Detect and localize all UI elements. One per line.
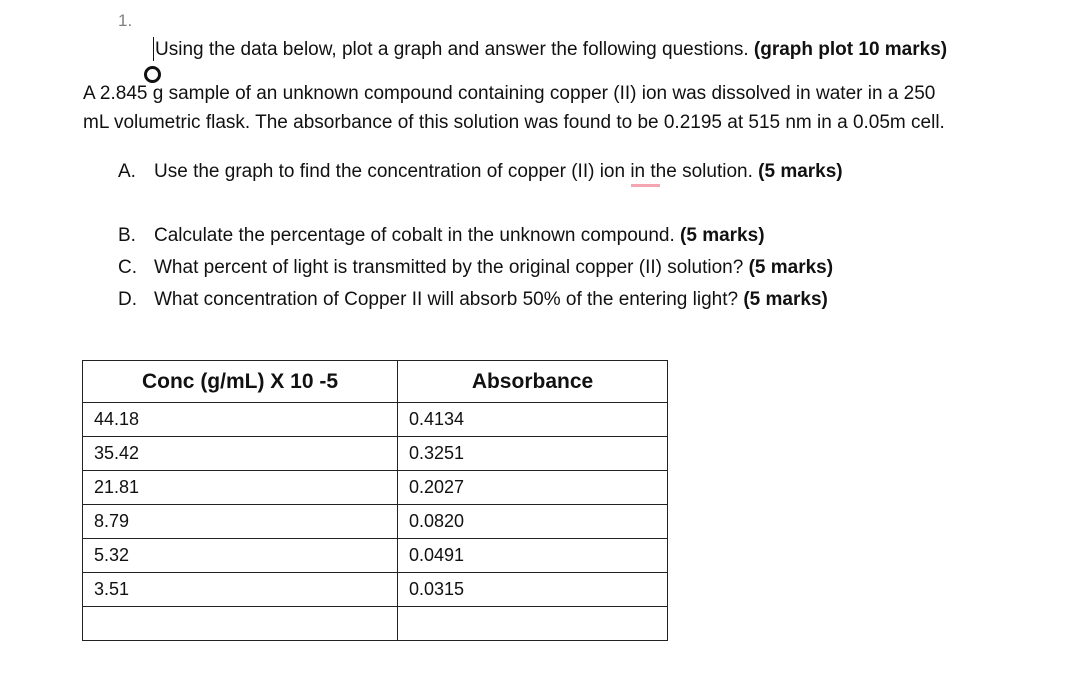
- paragraph-line-2: mL volumetric flask. The absorbance of this solution was found to be 0.2195 at 515 nm in a 0.05m cell.: [83, 112, 945, 133]
- table-row: [83, 403, 668, 437]
- concentration-cell[interactable]: [83, 607, 398, 641]
- concentration-cell: 21.81: [83, 471, 398, 505]
- concentration-cell: 3.51: [83, 573, 398, 607]
- subquestion-label: A.: [118, 161, 136, 182]
- question-intro-marks: (graph plot 10 marks): [753, 39, 948, 60]
- question-intro: [155, 39, 947, 61]
- question-number: 1.: [118, 11, 133, 30]
- circle-marker-icon: [144, 66, 161, 83]
- header-absorbance: Absorbance: [398, 361, 668, 403]
- spellcheck-underline: [631, 184, 660, 187]
- data-table: [82, 360, 668, 641]
- table-row: [83, 539, 668, 573]
- table-row-empty: [83, 607, 668, 641]
- subquestion-label: D.: [118, 289, 137, 310]
- subquestion-marks: (5 marks): [743, 289, 828, 310]
- absorbance-cell: 0.4134: [398, 403, 668, 437]
- question-intro-text: Using the data below, plot a graph and answer the following questions.: [155, 39, 754, 60]
- table-row: [83, 437, 668, 471]
- subquestion-text: What concentration of Copper II will absorb 50% of the entering light?: [154, 289, 744, 310]
- table-header-row: [83, 361, 668, 403]
- concentration-cell: 8.79: [83, 505, 398, 539]
- table-row: [83, 505, 668, 539]
- concentration-cell: 44.18: [83, 403, 398, 437]
- concentration-cell: 5.32: [83, 539, 398, 573]
- concentration-cell: 35.42: [83, 437, 398, 471]
- table-row: [83, 573, 668, 607]
- absorbance-cell[interactable]: [398, 607, 668, 641]
- subquestion-text: Calculate the percentage of cobalt in the unknown compound.: [154, 225, 681, 246]
- subquestion-marks: (5 marks): [680, 225, 765, 246]
- subquestion-text: What percent of light is transmitted by the original copper (II) solution?: [154, 257, 749, 278]
- subquestion-text: Use the graph to find the concentration of copper (II) ion in the solution.: [154, 161, 759, 182]
- subquestion-label: B.: [118, 225, 136, 246]
- text-cursor: [153, 37, 154, 61]
- absorbance-cell: 0.0491: [398, 539, 668, 573]
- absorbance-cell: 0.0820: [398, 505, 668, 539]
- paragraph-line-1: A 2.845 g sample of an unknown compound containing copper (II) ion was dissolved in water in a 250: [83, 83, 936, 104]
- absorbance-cell: 0.2027: [398, 471, 668, 505]
- subquestion-marks: (5 marks): [758, 161, 843, 182]
- subquestion-marks: (5 marks): [748, 257, 834, 278]
- header-concentration: Conc (g/mL) X 10 -5: [83, 361, 398, 403]
- subquestion-label: C.: [118, 257, 137, 278]
- table-row: [83, 471, 668, 505]
- absorbance-cell: 0.3251: [398, 437, 668, 471]
- absorbance-cell: 0.0315: [398, 573, 668, 607]
